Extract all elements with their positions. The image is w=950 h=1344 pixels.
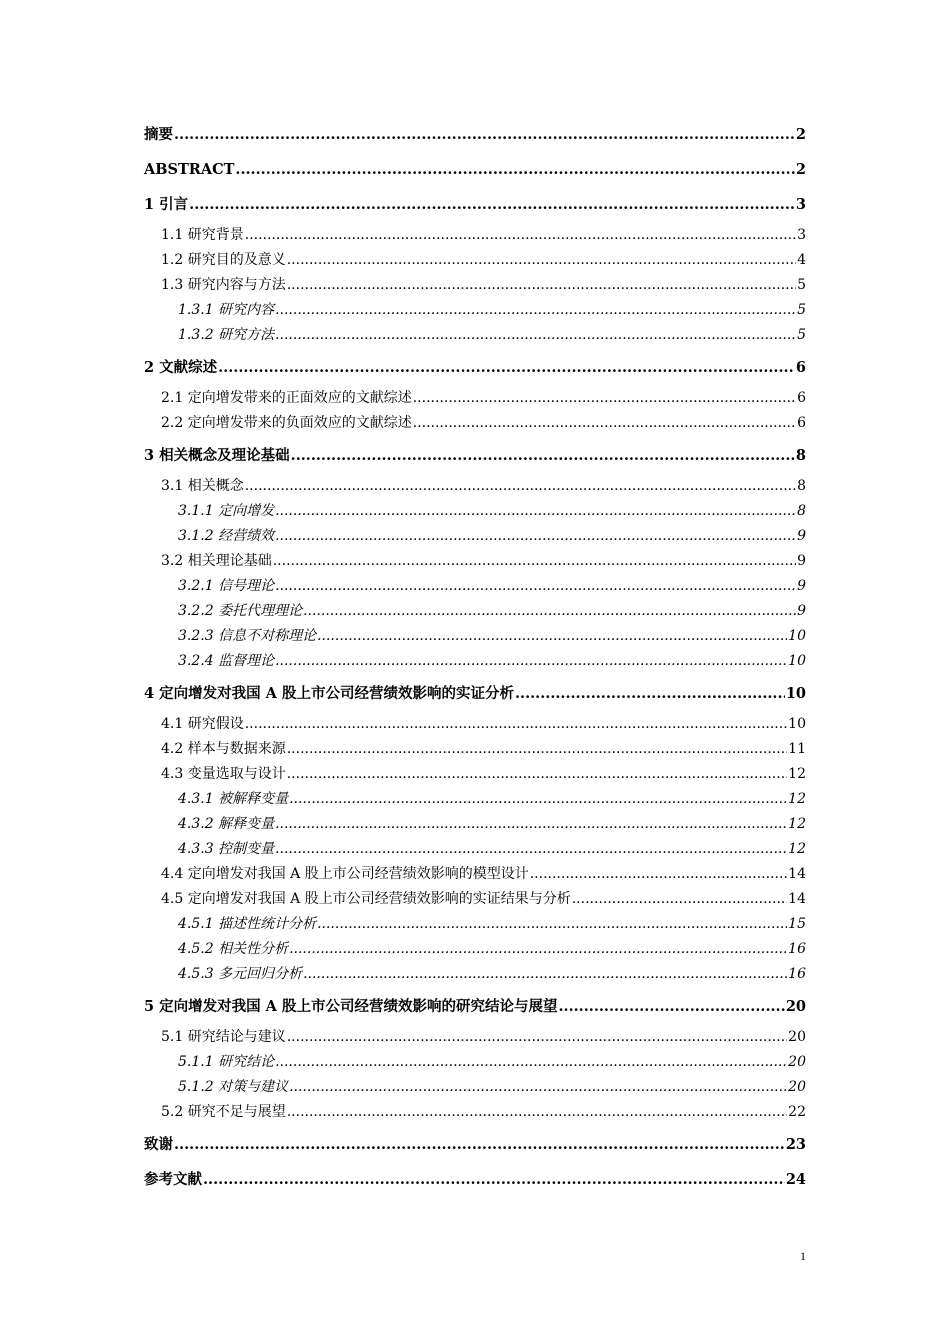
toc-entry-page-number: 5 [797, 326, 806, 343]
toc-entry-level-2[interactable] [144, 886, 806, 911]
toc-dot-leader [287, 1103, 787, 1121]
toc-entry-level-1[interactable] [144, 989, 806, 1024]
toc-entry-page-number: 20 [785, 997, 806, 1015]
toc-entry-title: 4.3.2 解释变量 [178, 815, 275, 832]
toc-dot-leader [189, 196, 795, 214]
toc-dot-leader [174, 126, 795, 144]
toc-entry-level-1[interactable] [144, 438, 806, 473]
toc-entry-title: 4.5.1 描述性统计分析 [178, 915, 317, 932]
toc-dot-leader [287, 276, 796, 294]
toc-entry-level-1[interactable] [144, 676, 806, 711]
toc-entry-level-3[interactable] [144, 786, 806, 811]
toc-entry-page-number: 2 [795, 160, 806, 178]
toc-entry-page-number: 2 [795, 125, 806, 143]
toc-entry-page-number: 5 [797, 301, 806, 318]
toc-entry-page-number: 3 [795, 195, 806, 213]
toc-dot-leader [289, 790, 787, 808]
toc-entry-level-2[interactable] [144, 761, 806, 786]
toc-dot-leader [413, 414, 796, 432]
toc-entry-title: 参考文献 [144, 1170, 202, 1188]
toc-entry-level-2[interactable] [144, 548, 806, 573]
toc-entry-title: 摘要 [144, 125, 173, 143]
toc-dot-leader [275, 577, 796, 595]
toc-entry-level-3[interactable] [144, 811, 806, 836]
toc-dot-leader [275, 326, 796, 344]
toc-entry-page-number: 8 [795, 446, 806, 464]
toc-entry-level-3[interactable] [144, 297, 806, 322]
toc-dot-leader [275, 840, 787, 858]
toc-entry-title: 3.2.4 监督理论 [178, 652, 275, 669]
toc-entry-page-number: 14 [788, 890, 806, 907]
toc-entry-page-number: 20 [788, 1078, 806, 1095]
toc-entry-page-number: 20 [788, 1028, 806, 1045]
toc-entry-title: 3.2.1 信号理论 [178, 577, 275, 594]
toc-dot-leader [273, 552, 796, 570]
toc-entry-level-2[interactable] [144, 247, 806, 272]
toc-dot-leader [203, 1171, 785, 1189]
toc-entry-title: 4.3 变量选取与设计 [161, 765, 286, 782]
toc-entry-page-number: 3 [797, 226, 806, 243]
toc-entry-level-2[interactable] [144, 1024, 806, 1049]
toc-entry-level-3[interactable] [144, 961, 806, 986]
toc-entry-title: 1.1 研究背景 [161, 226, 244, 243]
toc-entry-level-3[interactable] [144, 573, 806, 598]
page-number: 1 [800, 1249, 806, 1263]
toc-entry-page-number: 9 [797, 602, 806, 619]
toc-entry-level-3[interactable] [144, 598, 806, 623]
toc-entry-page-number: 20 [788, 1053, 806, 1070]
toc-entry-page-number: 8 [797, 477, 806, 494]
toc-entry-page-number: 11 [788, 740, 806, 757]
toc-dot-leader [174, 1136, 785, 1154]
toc-dot-leader [303, 602, 796, 620]
toc-entry-level-3[interactable] [144, 936, 806, 961]
toc-entry-page-number: 10 [788, 627, 806, 644]
toc-dot-leader [275, 815, 787, 833]
toc-entry-title: 5 定向增发对我国 A 股上市公司经营绩效影响的研究结论与展望 [144, 997, 558, 1015]
toc-entry-page-number: 15 [788, 915, 806, 932]
toc-dot-leader [287, 251, 796, 269]
toc-dot-leader [413, 389, 796, 407]
toc-entry-title: ABSTRACT [144, 160, 235, 178]
toc-entry-title: 4.5.2 相关性分析 [178, 940, 289, 957]
toc-entry-title: 2 文献综述 [144, 358, 218, 376]
toc-entry-page-number: 9 [797, 527, 806, 544]
toc-entry-level-1[interactable] [144, 152, 806, 187]
toc-entry-page-number: 8 [797, 502, 806, 519]
toc-dot-leader [275, 502, 796, 520]
toc-entry-page-number: 4 [797, 251, 806, 268]
toc-entry-level-2[interactable] [144, 861, 806, 886]
toc-entry-level-2[interactable] [144, 1099, 806, 1124]
toc-entry-title: 4.3.3 控制变量 [178, 840, 275, 857]
toc-entry-level-3[interactable] [144, 836, 806, 861]
toc-entry-title: 4.5.3 多元回归分析 [178, 965, 303, 982]
toc-dot-leader [317, 915, 787, 933]
toc-entry-page-number: 9 [797, 577, 806, 594]
toc-entry-title: 3.2 相关理论基础 [161, 552, 272, 569]
toc-entry-page-number: 24 [785, 1170, 806, 1188]
toc-entry-title: 3.2.3 信息不对称理论 [178, 627, 317, 644]
toc-entry-title: 4.4 定向增发对我国 A 股上市公司经营绩效影响的模型设计 [161, 865, 529, 882]
toc-entry-title: 3.1.2 经营绩效 [178, 527, 275, 544]
toc-entry-level-2[interactable] [144, 222, 806, 247]
toc-entry-level-3[interactable] [144, 911, 806, 936]
toc-entry-title: 1 引言 [144, 195, 189, 213]
toc-entry-level-2[interactable] [144, 736, 806, 761]
toc-entry-title: 4 定向增发对我国 A 股上市公司经营绩效影响的实证分析 [144, 684, 514, 702]
toc-dot-leader [218, 359, 795, 377]
toc-dot-leader [287, 1028, 787, 1046]
toc-entry-page-number: 12 [788, 765, 806, 782]
toc-entry-title: 4.5 定向增发对我国 A 股上市公司经营绩效影响的实证结果与分析 [161, 890, 571, 907]
toc-entry-title: 3.1 相关概念 [161, 477, 244, 494]
toc-entry-level-3[interactable] [144, 523, 806, 548]
toc-dot-leader [572, 890, 787, 908]
toc-dot-leader [245, 715, 787, 733]
toc-dot-leader [317, 627, 787, 645]
toc-entry-page-number: 12 [788, 790, 806, 807]
toc-entry-level-3[interactable] [144, 498, 806, 523]
toc-entry-title: 1.3.1 研究内容 [178, 301, 275, 318]
toc-entry-title: 4.3.1 被解释变量 [178, 790, 289, 807]
toc-entry-title: 5.1 研究结论与建议 [161, 1028, 286, 1045]
toc-dot-leader [235, 161, 795, 179]
toc-entry-page-number: 16 [788, 965, 806, 982]
toc-entry-title: 1.3.2 研究方法 [178, 326, 275, 343]
toc-entry-page-number: 6 [797, 389, 806, 406]
toc-dot-leader [275, 1053, 787, 1071]
toc-dot-leader [291, 447, 795, 465]
toc-entry-page-number: 6 [795, 358, 806, 376]
toc-entry-title: 3.1.1 定向增发 [178, 502, 275, 519]
toc-entry-title: 5.1.1 研究结论 [178, 1053, 275, 1070]
toc-entry-page-number: 9 [797, 552, 806, 569]
toc-entry-level-2[interactable] [144, 711, 806, 736]
toc-entry-level-2[interactable] [144, 410, 806, 435]
toc-dot-leader [530, 865, 787, 883]
toc-entry-level-3[interactable] [144, 648, 806, 673]
toc-entry-page-number: 16 [788, 940, 806, 957]
toc-entry-title: 1.2 研究目的及意义 [161, 251, 286, 268]
toc-dot-leader [287, 740, 787, 758]
toc-entry-level-2[interactable] [144, 385, 806, 410]
toc-dot-leader [245, 226, 796, 244]
toc-entry-level-3[interactable] [144, 1049, 806, 1074]
toc-entry-title: 3.2.2 委托代理理论 [178, 602, 303, 619]
toc-dot-leader [558, 998, 784, 1016]
toc-entry-level-2[interactable] [144, 272, 806, 297]
toc-entry-page-number: 10 [788, 715, 806, 732]
toc-entry-title: 1.3 研究内容与方法 [161, 276, 286, 293]
toc-dot-leader [515, 685, 785, 703]
toc-entry-title: 2.1 定向增发带来的正面效应的文献综述 [161, 389, 412, 406]
toc-entry-level-3[interactable] [144, 623, 806, 648]
toc-entry-page-number: 12 [788, 840, 806, 857]
toc-entry-level-1[interactable] [144, 1127, 806, 1162]
toc-entry-title: 3 相关概念及理论基础 [144, 446, 290, 464]
toc-dot-leader [289, 1078, 787, 1096]
toc-dot-leader [287, 765, 787, 783]
toc-dot-leader [303, 965, 787, 983]
toc-entry-level-1[interactable] [144, 117, 806, 152]
toc-entry-page-number: 12 [788, 815, 806, 832]
toc-entry-title: 致谢 [144, 1135, 173, 1153]
toc-entry-level-2[interactable] [144, 473, 806, 498]
toc-entry-page-number: 6 [797, 414, 806, 431]
table-of-contents [144, 117, 806, 1197]
toc-entry-page-number: 14 [788, 865, 806, 882]
toc-entry-page-number: 5 [797, 276, 806, 293]
toc-entry-level-1[interactable] [144, 1162, 806, 1197]
toc-dot-leader [289, 940, 787, 958]
toc-entry-page-number: 22 [788, 1103, 806, 1120]
toc-entry-page-number: 23 [785, 1135, 806, 1153]
toc-entry-title: 5.2 研究不足与展望 [161, 1103, 286, 1120]
toc-entry-page-number: 10 [788, 652, 806, 669]
toc-dot-leader [275, 652, 787, 670]
toc-entry-title: 4.2 样本与数据来源 [161, 740, 286, 757]
toc-entry-level-3[interactable] [144, 322, 806, 347]
toc-dot-leader [275, 527, 796, 545]
toc-entry-level-1[interactable] [144, 187, 806, 222]
toc-entry-level-3[interactable] [144, 1074, 806, 1099]
toc-entry-title: 4.1 研究假设 [161, 715, 244, 732]
toc-entry-title: 2.2 定向增发带来的负面效应的文献综述 [161, 414, 412, 431]
toc-entry-page-number: 10 [785, 684, 806, 702]
toc-dot-leader [275, 301, 796, 319]
toc-dot-leader [245, 477, 796, 495]
toc-entry-title: 5.1.2 对策与建议 [178, 1078, 289, 1095]
toc-entry-level-1[interactable] [144, 350, 806, 385]
